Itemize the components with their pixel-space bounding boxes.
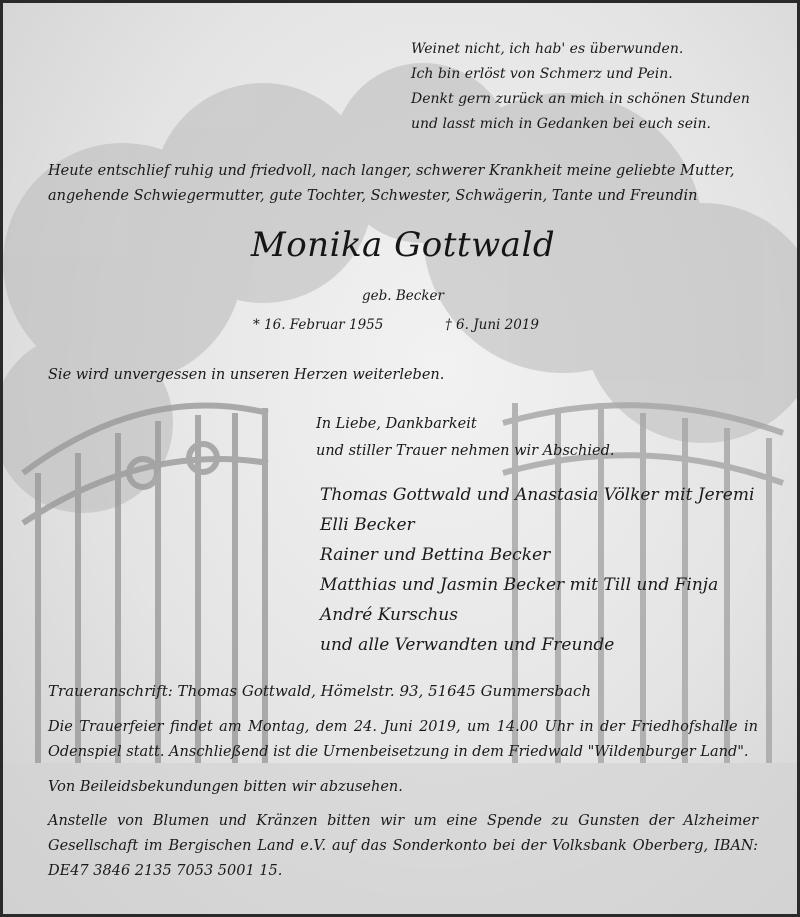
- mourner-line: Rainer und Bettina Becker: [320, 545, 551, 565]
- poem-line: und lasst mich in Gedanken bei euch sein.: [411, 116, 711, 132]
- condolence-note: Von Beileidsbekundungen bitten wir abzusehen.: [48, 779, 403, 795]
- mourner-line: André Kurschus: [320, 605, 458, 625]
- donation-info: Anstelle von Blumen und Kränzen bitten wir um eine Spende zu Gunsten der Alzheimer Gesellschaft im Bergischen Land e.V. auf das Sonderkonto bei der Volksbank Oberberg, IBAN: DE47 3846 2135 7053 5001 15.: [48, 813, 758, 879]
- deceased-name: Monika Gottwald: [250, 225, 556, 265]
- poem-line: Weinet nicht, ich hab' es überwunden.: [411, 41, 684, 57]
- farewell-line: und stiller Trauer nehmen wir Abschied.: [316, 443, 615, 459]
- birth-date: * 16. Februar 1955: [253, 317, 384, 333]
- farewell-line: In Liebe, Dankbarkeit: [316, 416, 477, 432]
- maiden-name: geb. Becker: [362, 288, 444, 304]
- mourning-address: Traueranschrift: Thomas Gottwald, Hömelstr. 93, 51645 Gummersbach: [48, 682, 592, 700]
- death-date: † 6. Juni 2019: [445, 317, 539, 333]
- mourner-line: Matthias und Jasmin Becker mit Till und Finja: [320, 575, 719, 595]
- intro-line: angehende Schwiegermutter, gute Tochter, Schwester, Schwägerin, Tante und Freundin: [48, 188, 698, 204]
- poem-line: Denkt gern zurück an mich in schönen Stunden: [411, 91, 750, 107]
- memory-line: Sie wird unvergessen in unseren Herzen weiterleben.: [48, 367, 445, 383]
- ceremony-info: Die Trauerfeier findet am Montag, dem 24. Juni 2019, um 14.00 Uhr in der Friedhofshalle in Odenspiel statt. Anschließend ist die Urnenbeisetzung in dem Friedwald "Wildenburger Land".: [48, 719, 758, 760]
- mourner-line: Thomas Gottwald und Anastasia Völker mit Jeremi: [320, 485, 755, 505]
- intro-line: Heute entschlief ruhig und friedvoll, nach langer, schwerer Krankheit meine geliebte Mutter,: [48, 163, 735, 179]
- mourner-line: Elli Becker: [320, 515, 415, 535]
- mourner-line: und alle Verwandten und Freunde: [320, 635, 615, 655]
- poem-line: Ich bin erlöst von Schmerz und Pein.: [411, 66, 673, 82]
